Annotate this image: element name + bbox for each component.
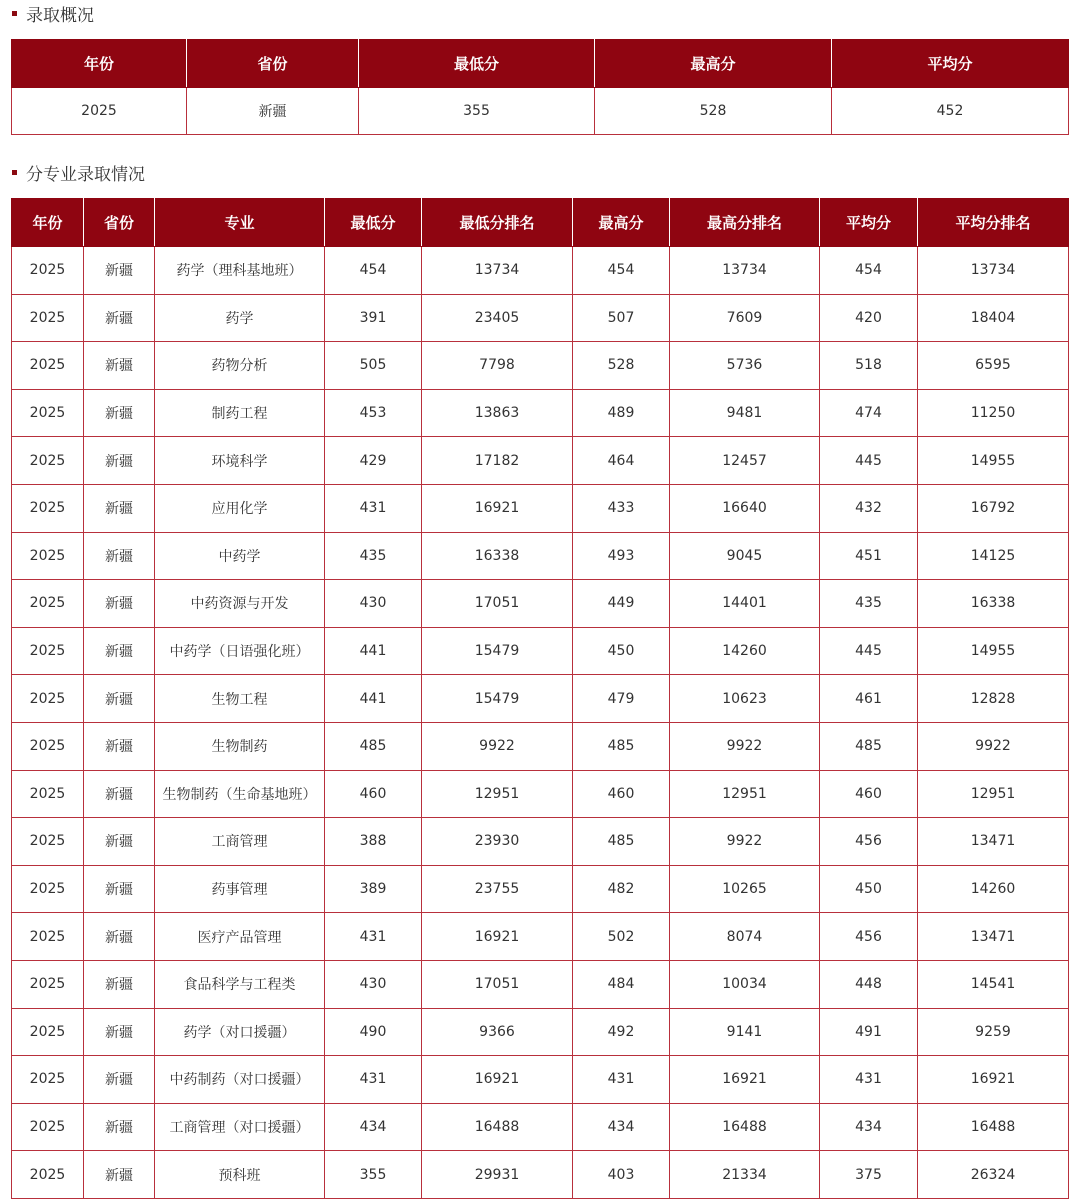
table-cell: 新疆 bbox=[84, 580, 155, 628]
table-cell: 485 bbox=[573, 818, 670, 866]
table-cell: 491 bbox=[820, 1008, 918, 1056]
majors-section-title bbox=[11, 159, 145, 185]
table-cell: 医疗产品管理 bbox=[155, 913, 325, 961]
table-cell: 441 bbox=[325, 627, 422, 675]
table-cell: 456 bbox=[820, 818, 918, 866]
table-cell: 26324 bbox=[918, 1151, 1069, 1199]
table-row bbox=[12, 1008, 1069, 1056]
table-cell: 17051 bbox=[422, 960, 573, 1008]
column-header: 最高分 bbox=[573, 199, 670, 247]
table-cell: 23755 bbox=[422, 865, 573, 913]
table-cell: 23405 bbox=[422, 294, 573, 342]
table-cell: 14260 bbox=[918, 865, 1069, 913]
column-header: 省份 bbox=[84, 199, 155, 247]
table-cell: 429 bbox=[325, 437, 422, 485]
summary-table bbox=[11, 39, 1069, 135]
column-header: 年份 bbox=[12, 199, 84, 247]
table-cell: 445 bbox=[820, 437, 918, 485]
table-cell: 2025 bbox=[12, 960, 84, 1008]
table-cell: 485 bbox=[325, 722, 422, 770]
table-cell: 430 bbox=[325, 580, 422, 628]
table-row bbox=[12, 627, 1069, 675]
table-cell: 制药工程 bbox=[155, 389, 325, 437]
table-cell: 489 bbox=[573, 389, 670, 437]
table-cell: 新疆 bbox=[84, 1151, 155, 1199]
table-cell: 434 bbox=[325, 1103, 422, 1151]
table-cell: 484 bbox=[573, 960, 670, 1008]
table-cell: 9481 bbox=[670, 389, 820, 437]
column-header: 最低分 bbox=[325, 199, 422, 247]
table-cell: 中药资源与开发 bbox=[155, 580, 325, 628]
column-header: 平均分 bbox=[832, 40, 1069, 88]
table-cell: 16921 bbox=[422, 484, 573, 532]
table-cell: 448 bbox=[820, 960, 918, 1008]
table-cell: 9922 bbox=[918, 722, 1069, 770]
table-cell: 528 bbox=[573, 342, 670, 390]
table-cell: 工商管理（对口援疆） bbox=[155, 1103, 325, 1151]
table-cell: 434 bbox=[820, 1103, 918, 1151]
table-cell: 新疆 bbox=[84, 770, 155, 818]
table-cell: 492 bbox=[573, 1008, 670, 1056]
table-cell: 新疆 bbox=[84, 1056, 155, 1104]
table-cell: 11250 bbox=[918, 389, 1069, 437]
table-cell: 482 bbox=[573, 865, 670, 913]
table-cell: 16921 bbox=[918, 1056, 1069, 1104]
table-cell: 403 bbox=[573, 1151, 670, 1199]
table-cell: 16640 bbox=[670, 484, 820, 532]
table-cell: 2025 bbox=[12, 675, 84, 723]
table-cell: 新疆 bbox=[84, 247, 155, 295]
table-cell: 13471 bbox=[918, 913, 1069, 961]
table-row bbox=[12, 865, 1069, 913]
table-cell: 2025 bbox=[12, 1103, 84, 1151]
table-cell: 454 bbox=[325, 247, 422, 295]
table-row bbox=[12, 722, 1069, 770]
summary-title-text: 录取概况 bbox=[26, 5, 94, 26]
table-cell: 新疆 bbox=[84, 913, 155, 961]
table-cell: 355 bbox=[325, 1151, 422, 1199]
table-cell: 432 bbox=[820, 484, 918, 532]
table-row bbox=[12, 770, 1069, 818]
table-cell: 434 bbox=[573, 1103, 670, 1151]
table-cell: 14260 bbox=[670, 627, 820, 675]
table-cell: 2025 bbox=[12, 913, 84, 961]
table-row bbox=[12, 247, 1069, 295]
table-cell: 12951 bbox=[670, 770, 820, 818]
table-cell: 2025 bbox=[12, 437, 84, 485]
table-cell: 485 bbox=[573, 722, 670, 770]
table-cell: 460 bbox=[820, 770, 918, 818]
table-cell: 431 bbox=[820, 1056, 918, 1104]
table-row bbox=[12, 1056, 1069, 1104]
table-cell: 450 bbox=[573, 627, 670, 675]
column-header: 最高分排名 bbox=[670, 199, 820, 247]
table-cell: 2025 bbox=[12, 1151, 84, 1199]
table-cell: 新疆 bbox=[84, 389, 155, 437]
table-cell: 2025 bbox=[12, 88, 187, 135]
table-cell: 435 bbox=[325, 532, 422, 580]
table-cell: 507 bbox=[573, 294, 670, 342]
summary-section-title bbox=[11, 0, 94, 26]
table-cell: 355 bbox=[359, 88, 595, 135]
square-bullet-icon bbox=[12, 11, 17, 16]
table-cell: 12951 bbox=[422, 770, 573, 818]
column-header: 年份 bbox=[12, 40, 187, 88]
table-cell: 新疆 bbox=[84, 342, 155, 390]
table-cell: 生物制药 bbox=[155, 722, 325, 770]
table-cell: 505 bbox=[325, 342, 422, 390]
column-header: 最低分排名 bbox=[422, 199, 573, 247]
table-cell: 16921 bbox=[422, 913, 573, 961]
majors-table bbox=[11, 198, 1069, 1199]
table-row bbox=[12, 580, 1069, 628]
table-cell: 23930 bbox=[422, 818, 573, 866]
table-cell: 2025 bbox=[12, 247, 84, 295]
table-cell: 485 bbox=[820, 722, 918, 770]
table-cell: 14955 bbox=[918, 627, 1069, 675]
table-cell: 14401 bbox=[670, 580, 820, 628]
table-cell: 2025 bbox=[12, 1056, 84, 1104]
table-cell: 461 bbox=[820, 675, 918, 723]
table-cell: 420 bbox=[820, 294, 918, 342]
table-cell: 431 bbox=[325, 913, 422, 961]
table-cell: 9259 bbox=[918, 1008, 1069, 1056]
table-cell: 2025 bbox=[12, 342, 84, 390]
table-cell: 2025 bbox=[12, 770, 84, 818]
table-cell: 药学 bbox=[155, 294, 325, 342]
table-cell: 新疆 bbox=[84, 1103, 155, 1151]
table-cell: 2025 bbox=[12, 818, 84, 866]
table-cell: 16792 bbox=[918, 484, 1069, 532]
table-cell: 7798 bbox=[422, 342, 573, 390]
table-cell: 2025 bbox=[12, 627, 84, 675]
table-cell: 17051 bbox=[422, 580, 573, 628]
table-cell: 应用化学 bbox=[155, 484, 325, 532]
square-bullet-icon bbox=[12, 170, 17, 175]
table-cell: 502 bbox=[573, 913, 670, 961]
table-cell: 450 bbox=[820, 865, 918, 913]
table-cell: 9141 bbox=[670, 1008, 820, 1056]
table-row bbox=[12, 484, 1069, 532]
table-cell: 中药学（日语强化班） bbox=[155, 627, 325, 675]
table-cell: 6595 bbox=[918, 342, 1069, 390]
table-cell: 新疆 bbox=[84, 437, 155, 485]
table-cell: 9922 bbox=[670, 818, 820, 866]
table-cell: 17182 bbox=[422, 437, 573, 485]
table-cell: 药物分析 bbox=[155, 342, 325, 390]
table-cell: 13471 bbox=[918, 818, 1069, 866]
table-row bbox=[12, 532, 1069, 580]
table-cell: 449 bbox=[573, 580, 670, 628]
table-cell: 新疆 bbox=[84, 532, 155, 580]
table-cell: 375 bbox=[820, 1151, 918, 1199]
table-cell: 新疆 bbox=[84, 484, 155, 532]
table-cell: 9045 bbox=[670, 532, 820, 580]
table-cell: 13734 bbox=[670, 247, 820, 295]
table-cell: 2025 bbox=[12, 294, 84, 342]
table-cell: 430 bbox=[325, 960, 422, 1008]
table-cell: 工商管理 bbox=[155, 818, 325, 866]
table-cell: 中药学 bbox=[155, 532, 325, 580]
table-cell: 518 bbox=[820, 342, 918, 390]
table-cell: 452 bbox=[832, 88, 1069, 135]
table-cell: 16488 bbox=[422, 1103, 573, 1151]
table-cell: 新疆 bbox=[84, 627, 155, 675]
table-cell: 431 bbox=[325, 484, 422, 532]
table-cell: 新疆 bbox=[84, 818, 155, 866]
table-cell: 460 bbox=[325, 770, 422, 818]
table-cell: 15479 bbox=[422, 675, 573, 723]
table-cell: 29931 bbox=[422, 1151, 573, 1199]
table-cell: 14541 bbox=[918, 960, 1069, 1008]
table-cell: 7609 bbox=[670, 294, 820, 342]
column-header: 平均分排名 bbox=[918, 199, 1069, 247]
table-cell: 16921 bbox=[422, 1056, 573, 1104]
table-cell: 16488 bbox=[670, 1103, 820, 1151]
table-cell: 10034 bbox=[670, 960, 820, 1008]
table-row bbox=[12, 960, 1069, 1008]
table-cell: 13734 bbox=[918, 247, 1069, 295]
table-cell: 460 bbox=[573, 770, 670, 818]
table-cell: 5736 bbox=[670, 342, 820, 390]
table-cell: 16488 bbox=[918, 1103, 1069, 1151]
table-cell: 新疆 bbox=[84, 675, 155, 723]
table-cell: 12457 bbox=[670, 437, 820, 485]
table-cell: 9366 bbox=[422, 1008, 573, 1056]
majors-header-row bbox=[12, 199, 1069, 247]
table-cell: 12828 bbox=[918, 675, 1069, 723]
summary-header-row bbox=[12, 40, 1069, 88]
column-header: 最高分 bbox=[595, 40, 832, 88]
table-cell: 食品科学与工程类 bbox=[155, 960, 325, 1008]
table-cell: 528 bbox=[595, 88, 832, 135]
table-cell: 药学（对口援疆） bbox=[155, 1008, 325, 1056]
table-row bbox=[12, 342, 1069, 390]
table-cell: 2025 bbox=[12, 722, 84, 770]
majors-title-text: 分专业录取情况 bbox=[26, 164, 145, 185]
table-cell: 435 bbox=[820, 580, 918, 628]
table-row bbox=[12, 294, 1069, 342]
column-header: 省份 bbox=[187, 40, 359, 88]
table-cell: 21334 bbox=[670, 1151, 820, 1199]
table-cell: 13734 bbox=[422, 247, 573, 295]
column-header: 平均分 bbox=[820, 199, 918, 247]
table-cell: 环境科学 bbox=[155, 437, 325, 485]
table-cell: 新疆 bbox=[84, 865, 155, 913]
table-cell: 389 bbox=[325, 865, 422, 913]
table-cell: 12951 bbox=[918, 770, 1069, 818]
table-cell: 18404 bbox=[918, 294, 1069, 342]
table-cell: 453 bbox=[325, 389, 422, 437]
table-cell: 14125 bbox=[918, 532, 1069, 580]
table-cell: 474 bbox=[820, 389, 918, 437]
table-cell: 445 bbox=[820, 627, 918, 675]
column-header: 专业 bbox=[155, 199, 325, 247]
table-cell: 新疆 bbox=[187, 88, 359, 135]
table-cell: 2025 bbox=[12, 1008, 84, 1056]
table-row bbox=[12, 675, 1069, 723]
table-cell: 454 bbox=[820, 247, 918, 295]
table-cell: 490 bbox=[325, 1008, 422, 1056]
table-cell: 16338 bbox=[918, 580, 1069, 628]
table-cell: 433 bbox=[573, 484, 670, 532]
table-cell: 新疆 bbox=[84, 1008, 155, 1056]
table-row bbox=[12, 1151, 1069, 1199]
table-cell: 中药制药（对口援疆） bbox=[155, 1056, 325, 1104]
table-cell: 493 bbox=[573, 532, 670, 580]
table-cell: 464 bbox=[573, 437, 670, 485]
table-cell: 454 bbox=[573, 247, 670, 295]
table-cell: 2025 bbox=[12, 865, 84, 913]
table-row bbox=[12, 913, 1069, 961]
table-cell: 15479 bbox=[422, 627, 573, 675]
table-cell: 药学（理科基地班） bbox=[155, 247, 325, 295]
table-cell: 451 bbox=[820, 532, 918, 580]
table-cell: 456 bbox=[820, 913, 918, 961]
table-cell: 生物工程 bbox=[155, 675, 325, 723]
table-cell: 13863 bbox=[422, 389, 573, 437]
column-header: 最低分 bbox=[359, 40, 595, 88]
table-cell: 新疆 bbox=[84, 722, 155, 770]
table-cell: 431 bbox=[325, 1056, 422, 1104]
table-row bbox=[12, 1103, 1069, 1151]
table-row bbox=[12, 437, 1069, 485]
table-cell: 16921 bbox=[670, 1056, 820, 1104]
table-cell: 441 bbox=[325, 675, 422, 723]
table-cell: 生物制药（生命基地班） bbox=[155, 770, 325, 818]
table-cell: 388 bbox=[325, 818, 422, 866]
table-cell: 479 bbox=[573, 675, 670, 723]
table-row bbox=[12, 88, 1069, 135]
table-cell: 新疆 bbox=[84, 294, 155, 342]
table-cell: 391 bbox=[325, 294, 422, 342]
table-cell: 2025 bbox=[12, 580, 84, 628]
table-cell: 8074 bbox=[670, 913, 820, 961]
table-cell: 16338 bbox=[422, 532, 573, 580]
table-cell: 新疆 bbox=[84, 960, 155, 1008]
table-row bbox=[12, 818, 1069, 866]
table-cell: 9922 bbox=[670, 722, 820, 770]
table-cell: 10623 bbox=[670, 675, 820, 723]
table-cell: 药事管理 bbox=[155, 865, 325, 913]
table-cell: 预科班 bbox=[155, 1151, 325, 1199]
table-row bbox=[12, 389, 1069, 437]
table-cell: 2025 bbox=[12, 484, 84, 532]
table-cell: 9922 bbox=[422, 722, 573, 770]
table-cell: 2025 bbox=[12, 532, 84, 580]
table-cell: 2025 bbox=[12, 389, 84, 437]
table-cell: 431 bbox=[573, 1056, 670, 1104]
table-cell: 14955 bbox=[918, 437, 1069, 485]
table-cell: 10265 bbox=[670, 865, 820, 913]
